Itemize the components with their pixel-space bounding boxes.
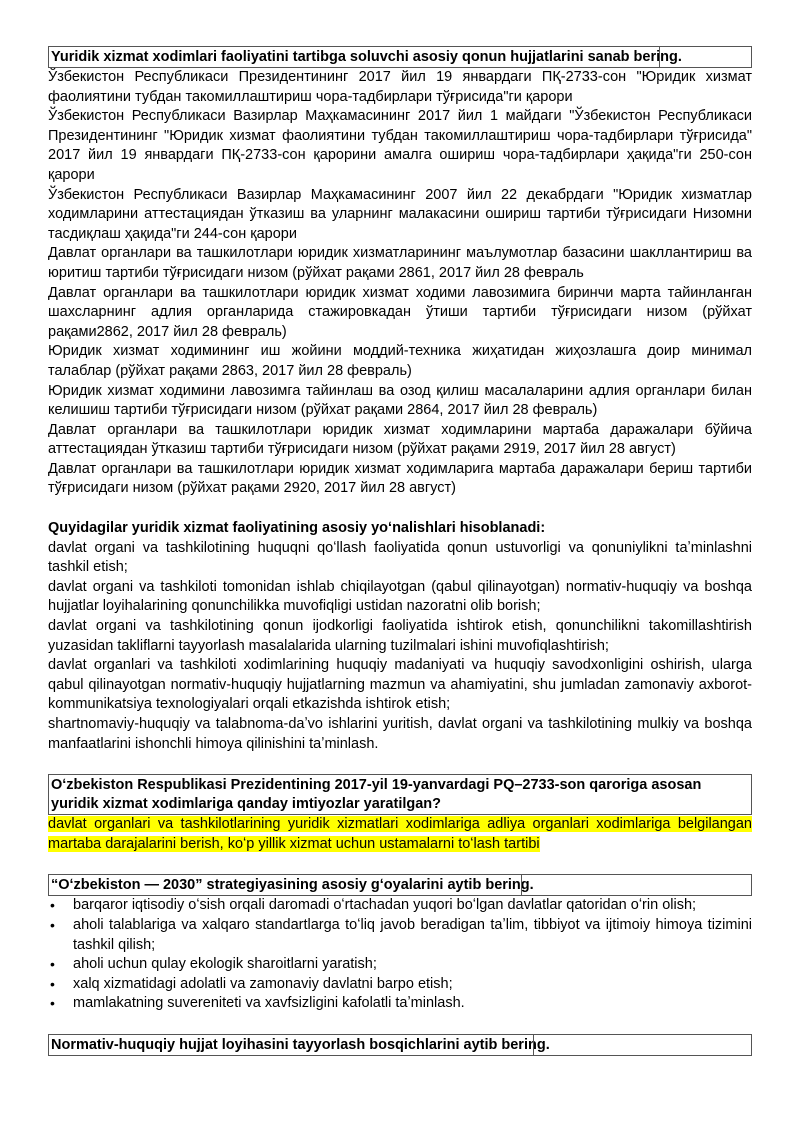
section-heading: Quyidagilar yuridik xizmat faoliyatining asosiy yoʻnalishlari hisoblanadi:: [48, 520, 546, 537]
bullet-icon: •: [50, 916, 55, 933]
question-text: Yuridik xizmat xodimlari faoliyatini tartibga soluvchi asosiy qonun hujjatlarini sanab bering.: [51, 49, 682, 65]
bullet-icon: •: [50, 995, 55, 1012]
answer-line: davlat organi va tashkilotining qonun ijodkorligi faoliyatida ishtirok etish, qonunchilikni takomillashtirish yuzasidan takliflarni tayyorlash masalalarida ularning tuzilmalari ishini muvofiqlashtirish;: [48, 618, 752, 654]
document-page: [48, 46, 752, 1056]
answer-line: davlat organlari va tashkiloti xodimlarining huquqiy madaniyati va huquqiy savodxonligini oshirish, ularga qabul qilinayotgan normativ-huquqiy hujjatlarning mazmun va ahamiyatini, shu jumladan zamonaviy axborot-kommunikatsiya texnologiyalari orqali etkazishda ishtirok etish;: [48, 657, 752, 713]
bullet-icon: •: [50, 956, 55, 973]
answer-line: Ўзбекистон Республикаси Вазирлар Маҳкамасининг 2017 йил 1 майдаги "Ўзбекистон Республикаси Президентининг "Юридик хизмат фаолиятини тубдан такомиллаштириш чора-тадбирлари тўғрисида" 2017 йил 19 январдаги ПҚ-2733-сон қарорини амалга ошириш чора-тадбирлари ҳақида"ги 250-сон қарори: [48, 108, 752, 183]
highlighted-answer-text: davlat organlari va tashkilotlarining yuridik xizmatlari xodimlariga adliya organlari xodimlariga belgilangan martaba darajalarini berish, koʻp yillik xizmat uchun ustamalarni toʻlash tartibi: [48, 816, 752, 852]
answer-line: Давлат органлари ва ташкилотлари юридик хизмат ходимларига мартаба даражалари бериш тартиби тўғрисидаги низом (рўйхат рақами 2920, 2017 йил 28 август): [48, 460, 752, 497]
bullet-icon: •: [50, 897, 55, 914]
answer-line: Юридик хизмат ходимининг иш жойини моддий-техника жиҳатидан жиҳозлашга доир минимал талаблар (рўйхат рақами 2863, 2017 йил 28 февраль): [48, 343, 752, 379]
answer-line: Давлат органлари ва ташкилотлари юридик хизмат ходимларини мартаба даражалари бўйича аттестациядан ўтказиш тартиби тўғрисидаги низом (рўйхат рақами 2919, 2017 йил 28 август): [48, 421, 752, 458]
strategy-bullet-list: [48, 896, 752, 1014]
question-text: “Oʻzbekiston — 2030” strategiyasining asosiy gʻoyalarini aytib bering.: [51, 877, 534, 894]
question-text: Oʻzbekiston Respublikasi Prezidentining 2017-yil 19-yanvardagi PQ–2733-son qaroriga asosan yuridik xizmat xodimlariga qanday imtiyozlar yaratilgan?: [51, 777, 702, 813]
question-text: Normativ-huquqiy hujjat loyihasini tayyorlash bosqichlarini aytib bering.: [51, 1036, 550, 1053]
question-box-legal-acts: [48, 46, 752, 68]
highlighted-answer: [48, 815, 752, 854]
list-item: • xalq xizmatidagi adolatli va zamonaviy davlatni barpo etish;: [48, 975, 752, 995]
answer-line: Ўзбекистон Республикаси Президентининг 2017 йил 19 январдаги ПҚ-2733-сон "Юридик хизмат фаолиятини тубдан такомиллаштириш чора-тадбирлари тўғрисида"ги қарори: [48, 69, 752, 105]
list-item: • aholi talablariga va xalqaro standartlarga toʻliq javob beradigan taʼlim, tibbiyot va ijtimoiy himoya tizimini tashkil qilish;: [50, 916, 752, 953]
list-item: • barqaror iqtisodiy oʻsish orqali daromadi oʻrtachadan yuqori boʻlgan davlatlar qatoridan oʻrin olish;: [48, 896, 752, 916]
table-cell-divider: [659, 47, 660, 67]
question-box-privileges: [48, 774, 752, 815]
list-item: • aholi uchun qulay ekologik sharoitlarni yaratish;: [48, 955, 752, 975]
answer-line: Юридик хизмат ходимини лавозимга тайинлаш ва озод қилиш масалаларини адлия органлари билан келишиш тартиби тўғрисидаги низом (рўйхат рақами 2864, 2017 йил 28 февраль): [48, 382, 752, 419]
answer-line: davlat organi va tashkiloti tomonidan ishlab chiqilayotgan (qabul qilinayotgan) normativ-huquqiy va boshqa hujjatlar loyihalarining qonunchilikka muvofiqligi ustidan nazoratni olib borish;: [48, 578, 752, 615]
answer-line: Давлат органлари ва ташкилотлари юридик хизматларининг маълумотлар базасини шакллантириш ва юритиш тартиби тўғрисидаги низом (рўйхат рақами 2861, 2017 йил 28 февраль: [48, 245, 752, 281]
table-cell-divider: [521, 875, 522, 895]
question-box-normative-act-stages: [48, 1034, 752, 1056]
answer-line: Ўзбекистон Республикаси Вазирлар Маҳкамасининг 2007 йил 22 декабрдаги "Юридик хизматлар ходимларини аттестациядан ўтказиш ва уларнинг малакасини ошириш тартиби тўғрисидаги Низомни тасдиқлаш ҳақида"ги 244-сон қарори: [48, 186, 752, 242]
answer-line: shartnomaviy-huquqiy va talabnoma-daʼvo ishlarini yuritish, davlat organi va tashkilotining mulkiy va boshqa manfaatlarini ishonchli himoya qilinishini taʼminlash.: [48, 716, 752, 752]
list-item: • mamlakatning suvereniteti va xavfsizligini kafolatli taʼminlash.: [48, 994, 752, 1014]
table-cell-divider: [533, 1035, 534, 1055]
answer-line: Давлат органлари ва ташкилотлари юридик хизмат ходими лавозимига биринчи марта тайинланган шахсларнинг адлия органларида стажировкадан ўтиши тартиби тўғрисидаги низом (рўйхат рақами2862, 2017 йил 28 февраль): [48, 284, 752, 340]
answer-line: davlat organi va tashkilotining huquqni qoʻllash faoliyatida qonun ustuvorligi va qonuniylikni taʼminlashni tashkil etish;: [48, 539, 752, 576]
bullet-icon: •: [50, 975, 55, 992]
question-box-strategy-2030: [48, 874, 752, 896]
